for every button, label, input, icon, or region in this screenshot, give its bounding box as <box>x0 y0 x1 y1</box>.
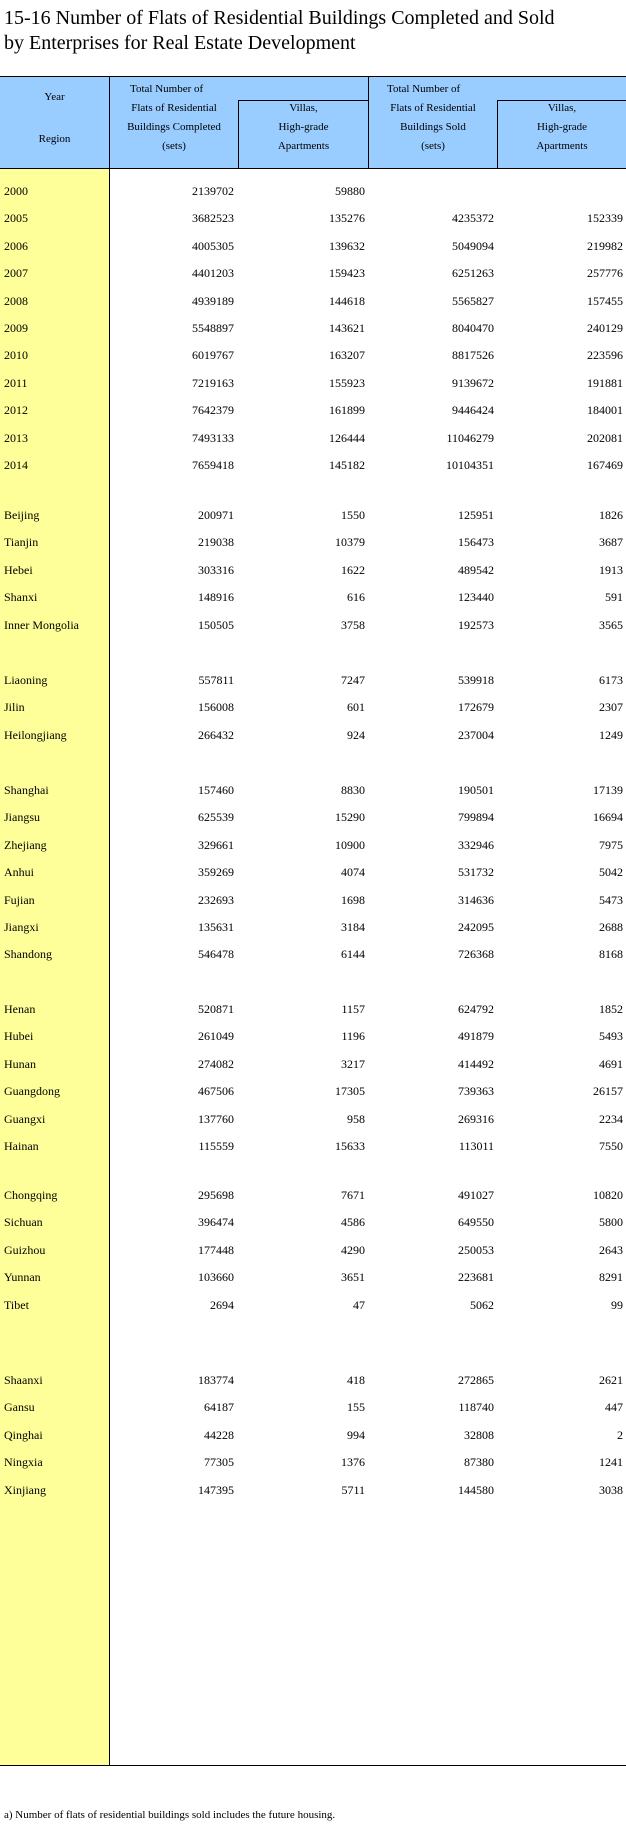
row-label: Fujian <box>4 893 35 907</box>
completed-villas-cell: 616 <box>347 590 365 604</box>
sold-villas-cell: 2 <box>617 1428 623 1442</box>
row-label: Chongqing <box>4 1188 58 1202</box>
row-label: Liaoning <box>4 673 48 687</box>
sold-cell: 113011 <box>458 1139 494 1153</box>
sold-cell: 87380 <box>464 1455 494 1469</box>
year-header: Year <box>44 91 65 103</box>
completed-cell: 4401203 <box>192 266 234 280</box>
completed-header: Total Number of Flats of Residential Buildings Completed (sets) <box>127 83 221 152</box>
row-label: Inner Mongolia <box>4 618 79 632</box>
sold-villas-cell: 2688 <box>599 920 623 934</box>
completed-villas-cell: 418 <box>347 1373 365 1387</box>
row-label: 2009 <box>4 321 28 335</box>
sold-cell: 250053 <box>458 1243 494 1257</box>
completed-villas-cell: 4586 <box>341 1215 365 1229</box>
table-row <box>0 346 626 364</box>
row-label: 2014 <box>4 458 28 472</box>
completed-cell: 546478 <box>198 947 234 961</box>
row-label: Guizhou <box>4 1243 46 1257</box>
completed-cell: 148916 <box>198 590 234 604</box>
sold-cell: 531732 <box>458 865 494 879</box>
sold-villas-cell: 1826 <box>599 508 623 522</box>
completed-villas-cell: 1196 <box>341 1029 365 1043</box>
sold-villas-cell: 219982 <box>587 239 623 253</box>
completed-villas-cell: 163207 <box>329 348 365 362</box>
sold-villas-cell: 202081 <box>587 431 623 445</box>
row-label: 2006 <box>4 239 28 253</box>
completed-villas-cell: 145182 <box>329 458 365 472</box>
completed-villas-cell: 994 <box>347 1428 365 1442</box>
completed-cell: 7219163 <box>192 376 234 390</box>
completed-villas-cell: 7671 <box>341 1188 365 1202</box>
footnote: a) Number of flats of residential buildings sold includes the future housing. <box>4 1809 336 1821</box>
completed-cell: 4939189 <box>192 294 234 308</box>
table-row <box>0 671 626 689</box>
completed-villas-cell: 1550 <box>341 508 365 522</box>
row-label: 2000 <box>4 184 28 198</box>
completed-villas-cell: 161899 <box>329 403 365 417</box>
sold-header: Total Number of Flats of Residential Buildings Sold (sets) <box>387 83 476 152</box>
row-label: Shaanxi <box>4 1373 43 1387</box>
sold-cell: 539918 <box>458 673 494 687</box>
sold-villas-cell: 1241 <box>599 1455 623 1469</box>
table-row <box>0 698 626 716</box>
sold-cell: 11046279 <box>446 431 494 445</box>
completed-villas-cell: 7247 <box>341 673 365 687</box>
sold-cell: 272865 <box>458 1373 494 1387</box>
completed-cell: 5548897 <box>192 321 234 335</box>
row-label: Beijing <box>4 508 40 522</box>
sold-cell: 9446424 <box>452 403 494 417</box>
table-row <box>0 374 626 392</box>
sold-villas-cell: 240129 <box>587 321 623 335</box>
row-label: Zhejiang <box>4 838 47 852</box>
row-label: 2010 <box>4 348 28 362</box>
completed-villas-cell: 1376 <box>341 1455 365 1469</box>
sold-cell: 624792 <box>458 1002 494 1016</box>
table-row <box>0 1082 626 1100</box>
completed-villas-cell: 15633 <box>335 1139 365 1153</box>
completed-villas-cell: 6144 <box>341 947 365 961</box>
row-label: 2012 <box>4 403 28 417</box>
row-label: Sichuan <box>4 1215 43 1229</box>
table-row <box>0 1481 626 1499</box>
completed-cell: 115559 <box>198 1139 234 1153</box>
table-row <box>0 1027 626 1045</box>
completed-villas-cell: 4290 <box>341 1243 365 1257</box>
completed-villas-cell: 1157 <box>341 1002 365 1016</box>
completed-cell: 177448 <box>198 1243 234 1257</box>
sold-cell: 5565827 <box>452 294 494 308</box>
completed-cell: 183774 <box>198 1373 234 1387</box>
completed-cell: 303316 <box>198 563 234 577</box>
row-label: Ningxia <box>4 1455 43 1469</box>
completed-villas-cell: 8830 <box>341 783 365 797</box>
row-label: Tibet <box>4 1298 29 1312</box>
sold-villas-cell: 3038 <box>599 1483 623 1497</box>
sold-cell: 237004 <box>458 728 494 742</box>
completed-cell: 2694 <box>210 1298 234 1312</box>
sold-villas-cell: 1249 <box>599 728 623 742</box>
sold-cell: 726368 <box>458 947 494 961</box>
sold-cell: 223681 <box>458 1270 494 1284</box>
sold-cell: 172679 <box>458 700 494 714</box>
completed-villas-cell: 10379 <box>335 535 365 549</box>
sold-villas-cell: 5493 <box>599 1029 623 1043</box>
sold-villas-cell: 223596 <box>587 348 623 362</box>
row-label: Xinjiang <box>4 1483 46 1497</box>
sold-villas-cell: 1852 <box>599 1002 623 1016</box>
row-label: Henan <box>4 1002 36 1016</box>
table-row <box>0 1296 626 1314</box>
completed-cell: 219038 <box>198 535 234 549</box>
sold-cell: 5062 <box>470 1298 494 1312</box>
sold-cell: 242095 <box>458 920 494 934</box>
sold-cell: 118740 <box>458 1400 494 1414</box>
sold-cell: 269316 <box>458 1112 494 1126</box>
completed-villas-cell: 3217 <box>341 1057 365 1071</box>
table-row <box>0 1213 626 1231</box>
completed-cell: 77305 <box>204 1455 234 1469</box>
sold-cell: 491879 <box>458 1029 494 1043</box>
sold-villas-cell: 2621 <box>599 1373 623 1387</box>
table-row <box>0 616 626 634</box>
table-row <box>0 891 626 909</box>
sold-villas-cell: 3687 <box>599 535 623 549</box>
row-label: Jilin <box>4 700 25 714</box>
table-header <box>0 76 626 169</box>
sold-cell: 649550 <box>458 1215 494 1229</box>
completed-cell: 232693 <box>198 893 234 907</box>
row-label: Qinghai <box>4 1428 43 1442</box>
sold-cell: 799894 <box>458 810 494 824</box>
page-title <box>4 6 619 56</box>
table-row <box>0 182 626 200</box>
row-label: 2005 <box>4 211 28 225</box>
completed-villas-cell: 139632 <box>329 239 365 253</box>
table-row <box>0 1398 626 1416</box>
row-label: Jiangxi <box>4 920 39 934</box>
completed-cell: 157460 <box>198 783 234 797</box>
sold-cell: 5049094 <box>452 239 494 253</box>
completed-cell: 557811 <box>198 673 234 687</box>
sold-villas-cell: 17139 <box>593 783 623 797</box>
completed-cell: 6019767 <box>192 348 234 362</box>
row-label: Anhui <box>4 865 34 879</box>
sold-villas-cell: 5800 <box>599 1215 623 1229</box>
completed-villas-cell: 958 <box>347 1112 365 1126</box>
sold-villas-cell: 447 <box>605 1400 623 1414</box>
sold-cell: 314636 <box>458 893 494 907</box>
sold-villas-cell: 8291 <box>599 1270 623 1284</box>
completed-villas-cell: 59880 <box>335 184 365 198</box>
table-row <box>0 292 626 310</box>
table-row <box>0 506 626 524</box>
completed-cell: 2139702 <box>192 184 234 198</box>
completed-cell: 266432 <box>198 728 234 742</box>
sold-villas-cell: 99 <box>611 1298 623 1312</box>
table-row <box>0 918 626 936</box>
completed-villas-cell: 1622 <box>341 563 365 577</box>
sold-villas-cell: 5042 <box>599 865 623 879</box>
table-row <box>0 1055 626 1073</box>
table-row <box>0 264 626 282</box>
row-label: Jiangsu <box>4 810 40 824</box>
completed-cell: 329661 <box>198 838 234 852</box>
completed-villas-cell: 5711 <box>341 1483 365 1497</box>
sold-cell: 8817526 <box>452 348 494 362</box>
completed-villas-cell: 10900 <box>335 838 365 852</box>
sold-villas-cell: 4691 <box>599 1057 623 1071</box>
sold-cell: 4235372 <box>452 211 494 225</box>
completed-villas-cell: 135276 <box>329 211 365 225</box>
completed-cell: 520871 <box>198 1002 234 1016</box>
sold-cell: 739363 <box>458 1084 494 1098</box>
sold-villas-cell: 152339 <box>587 211 623 225</box>
sold-cell: 123440 <box>458 590 494 604</box>
sold-villas-cell: 8168 <box>599 947 623 961</box>
completed-cell: 467506 <box>198 1084 234 1098</box>
completed-cell: 200971 <box>198 508 234 522</box>
sold-villas-cell: 2234 <box>599 1112 623 1126</box>
row-label: Shandong <box>4 947 52 961</box>
completed-villas-cell: 126444 <box>329 431 365 445</box>
sold-villas-cell: 167469 <box>587 458 623 472</box>
sold-cell: 491027 <box>458 1188 494 1202</box>
table-row <box>0 781 626 799</box>
completed-villas-cell: 1698 <box>341 893 365 907</box>
completed-cell: 64187 <box>204 1400 234 1414</box>
sold-villas-cell: 2307 <box>599 700 623 714</box>
sold-cell: 414492 <box>458 1057 494 1071</box>
row-label: 2013 <box>4 431 28 445</box>
title-line-1: 15-16 Number of Flats of Residential Buildings Completed and Sold <box>4 7 555 29</box>
table-row <box>0 808 626 826</box>
completed-cell: 147395 <box>198 1483 234 1497</box>
table-row <box>0 1371 626 1389</box>
row-label: Yunnan <box>4 1270 41 1284</box>
region-header: Region <box>38 133 71 145</box>
table-row <box>0 863 626 881</box>
row-label: Hainan <box>4 1139 39 1153</box>
completed-cell: 396474 <box>198 1215 234 1229</box>
sold-cell: 489542 <box>458 563 494 577</box>
completed-cell: 359269 <box>198 865 234 879</box>
sold-villas-cell: 1913 <box>599 563 623 577</box>
table-row <box>0 401 626 419</box>
completed-villas-cell: 15290 <box>335 810 365 824</box>
completed-cell: 261049 <box>198 1029 234 1043</box>
completed-villas-cell: 144618 <box>329 294 365 308</box>
table-row <box>0 209 626 227</box>
row-label: Guangxi <box>4 1112 46 1126</box>
completed-cell: 625539 <box>198 810 234 824</box>
completed-cell: 274082 <box>198 1057 234 1071</box>
completed-cell: 156008 <box>198 700 234 714</box>
sold-cell: 156473 <box>458 535 494 549</box>
sold-cell: 192573 <box>458 618 494 632</box>
sold-cell: 9139672 <box>452 376 494 390</box>
table-row <box>0 945 626 963</box>
sold-villas-cell: 5473 <box>599 893 623 907</box>
table-row <box>0 1137 626 1155</box>
completed-villas-cell: 155923 <box>329 376 365 390</box>
table-row <box>0 1000 626 1018</box>
completed-cell: 135631 <box>198 920 234 934</box>
row-label: Hebei <box>4 563 33 577</box>
completed-cell: 7642379 <box>192 403 234 417</box>
completed-cell: 4005305 <box>192 239 234 253</box>
sold-cell: 32808 <box>464 1428 494 1442</box>
sold-cell: 125951 <box>458 508 494 522</box>
sold-villas-cell: 10820 <box>593 1188 623 1202</box>
completed-villas-cell: 3758 <box>341 618 365 632</box>
table-row <box>0 1426 626 1444</box>
sold-villas-cell: 7975 <box>599 838 623 852</box>
table-bottom-rule <box>0 1765 626 1766</box>
row-label: Shanxi <box>4 590 38 604</box>
table-row <box>0 1110 626 1128</box>
sold-villas-cell: 184001 <box>587 403 623 417</box>
table-row <box>0 726 626 744</box>
completed-villas-cell: 143621 <box>329 321 365 335</box>
sold-villas-cell: 6173 <box>599 673 623 687</box>
sold-villas-header: Villas, High-grade Apartments <box>536 102 588 152</box>
row-label: Hunan <box>4 1057 36 1071</box>
completed-villas-cell: 47 <box>353 1298 365 1312</box>
sold-villas-cell: 257776 <box>587 266 623 280</box>
completed-cell: 7659418 <box>192 458 234 472</box>
sold-cell: 190501 <box>458 783 494 797</box>
row-label: Gansu <box>4 1400 35 1414</box>
sold-villas-cell: 157455 <box>587 294 623 308</box>
table-row <box>0 1453 626 1471</box>
completed-cell: 295698 <box>198 1188 234 1202</box>
sold-cell: 8040470 <box>452 321 494 335</box>
data-table <box>0 76 626 1766</box>
sold-villas-cell: 591 <box>605 590 623 604</box>
table-row <box>0 319 626 337</box>
sold-villas-cell: 7550 <box>599 1139 623 1153</box>
completed-cell: 150505 <box>198 618 234 632</box>
sold-cell: 6251263 <box>452 266 494 280</box>
row-label: Tianjin <box>4 535 39 549</box>
completed-cell: 7493133 <box>192 431 234 445</box>
sold-cell: 332946 <box>458 838 494 852</box>
row-label: Guangdong <box>4 1084 60 1098</box>
table-row <box>0 1186 626 1204</box>
completed-cell: 137760 <box>198 1112 234 1126</box>
table-row <box>0 237 626 255</box>
sold-villas-cell: 16694 <box>593 810 623 824</box>
completed-villas-cell: 4074 <box>341 865 365 879</box>
sold-cell: 10104351 <box>446 458 494 472</box>
sold-villas-cell: 2643 <box>599 1243 623 1257</box>
completed-villas-cell: 17305 <box>335 1084 365 1098</box>
table-row <box>0 533 626 551</box>
title-line-2: by Enterprises for Real Estate Development <box>4 32 356 54</box>
table-row <box>0 429 626 447</box>
row-label: Hubei <box>4 1029 34 1043</box>
row-label: 2007 <box>4 266 28 280</box>
row-label: Heilongjiang <box>4 728 67 742</box>
table-row <box>0 588 626 606</box>
completed-villas-cell: 601 <box>347 700 365 714</box>
table-row <box>0 1268 626 1286</box>
completed-villas-cell: 924 <box>347 728 365 742</box>
completed-cell: 3682523 <box>192 211 234 225</box>
table-row <box>0 456 626 474</box>
completed-villas-cell: 155 <box>347 1400 365 1414</box>
sold-villas-cell: 191881 <box>587 376 623 390</box>
sold-villas-cell: 26157 <box>593 1084 623 1098</box>
sold-villas-cell: 3565 <box>599 618 623 632</box>
sold-cell: 144580 <box>458 1483 494 1497</box>
completed-cell: 44228 <box>204 1428 234 1442</box>
completed-villas-header: Villas, High-grade Apartments <box>277 102 330 152</box>
row-label: 2008 <box>4 294 28 308</box>
completed-villas-cell: 3651 <box>341 1270 365 1284</box>
completed-cell: 103660 <box>198 1270 234 1284</box>
completed-villas-cell: 3184 <box>341 920 365 934</box>
table-row <box>0 1241 626 1259</box>
table-row <box>0 836 626 854</box>
table-row <box>0 561 626 579</box>
completed-villas-cell: 159423 <box>329 266 365 280</box>
row-label: 2011 <box>4 376 28 390</box>
row-label: Shanghai <box>4 783 49 797</box>
